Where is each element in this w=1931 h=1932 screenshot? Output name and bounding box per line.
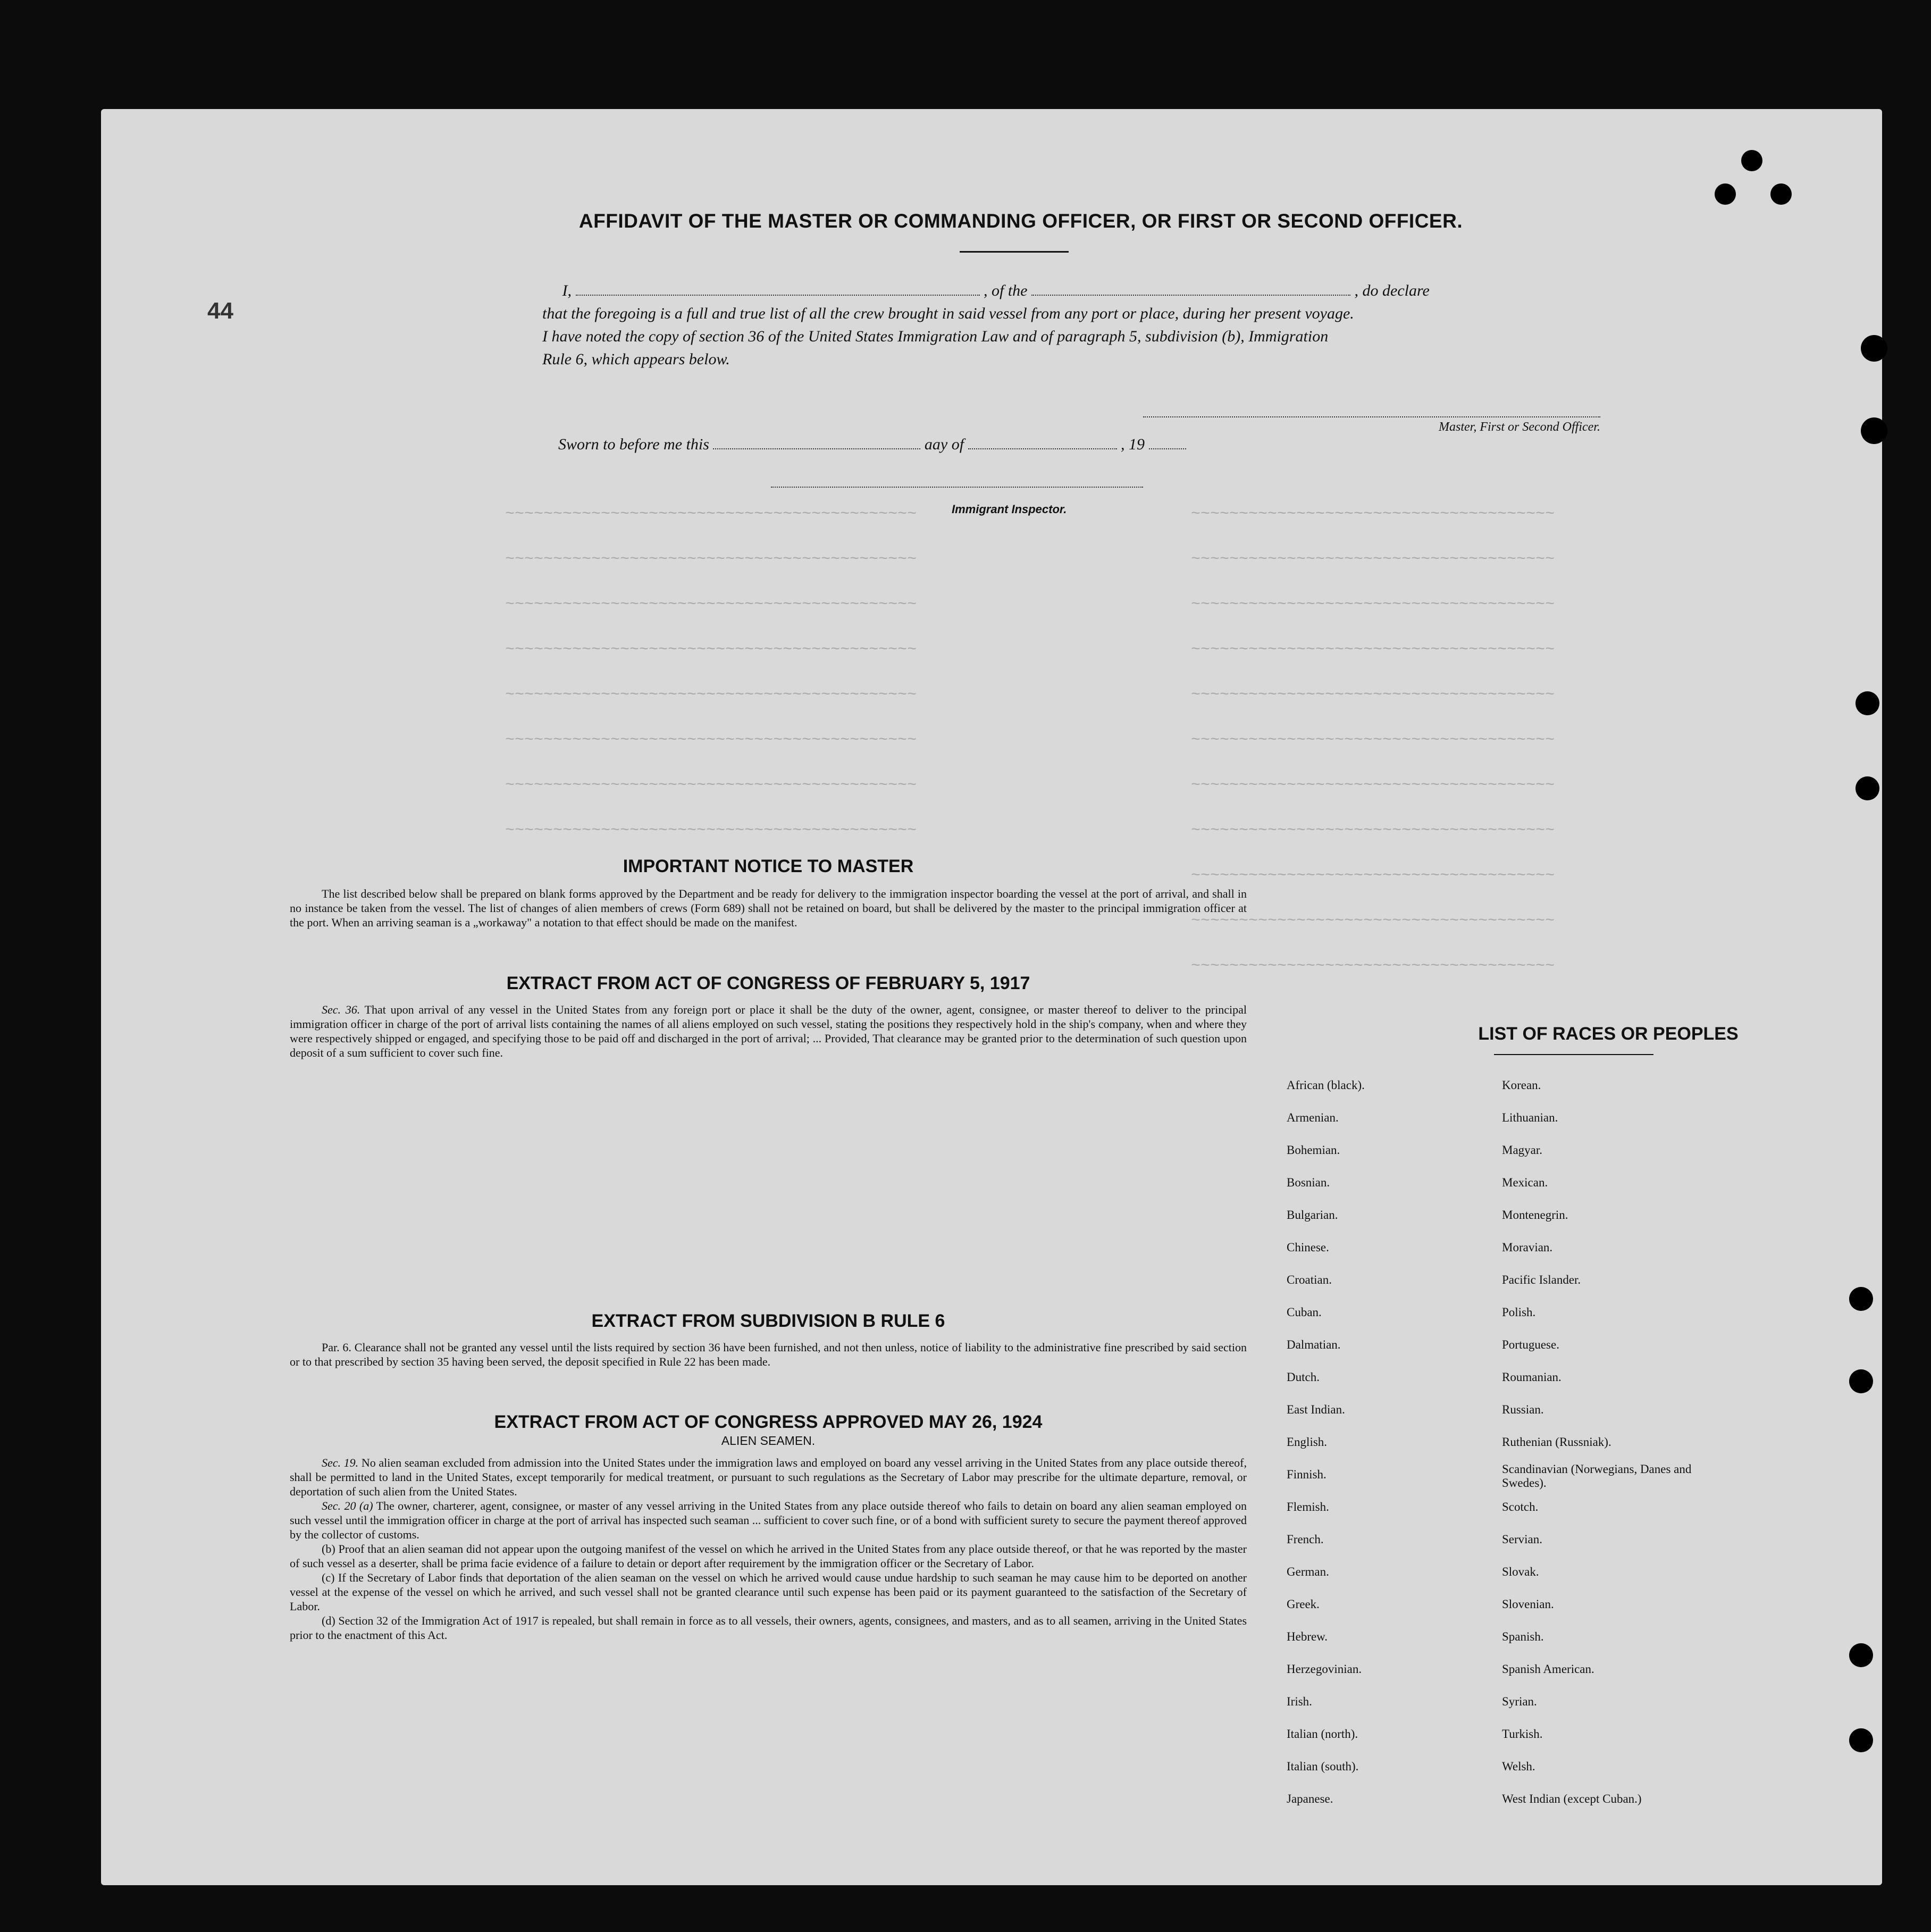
affidavit-title: AFFIDAVIT OF THE MASTER OR COMMANDING OFFICER, OR FIRST OR SECOND OFFICER. xyxy=(578,210,1463,232)
act-1917-block xyxy=(290,973,1247,1060)
race-item: Flemish. xyxy=(1287,1500,1329,1513)
sworn-day-of: aay of xyxy=(924,436,964,453)
notice-text: The list described below shall be prepared on blank forms approved by the Department and be ready for delivery to the immigration inspector boarding the vessel at the port of arrival, and shall in no instance be taken from the vessel. The list of changes of alien members of crews (Form 689) shall not be retained on board, but shall be delivered by the master to the principal immigration officer at the port. When an arriving seaman is a „workaway" a notation to that effect should be made on the manifest. xyxy=(290,887,1247,929)
affidavit-line-2: that the foregoing is a full and true list of all the crew brought in said vessel from any port or place, during her present voyage. xyxy=(542,305,1354,322)
race-item: Chinese. xyxy=(1287,1241,1329,1254)
race-item: Moravian. xyxy=(1502,1241,1553,1254)
bleed-row: ~~~~~~~~~~~~~~~~~~~~~~~~~~~~~~~~~~~~~~ xyxy=(1191,550,1555,568)
race-item: Turkish. xyxy=(1502,1727,1543,1741)
bleed-row: ~~~~~~~~~~~~~~~~~~~~~~~~~~~~~~~~~~~~~~ xyxy=(1191,867,1555,885)
bleed-row: ~~~~~~~~~~~~~~~~~~~~~~~~~~~~~~~~~~~~~~ xyxy=(1191,957,1555,975)
race-item: Armenian. xyxy=(1287,1111,1339,1124)
race-item: Mexican. xyxy=(1502,1176,1548,1189)
inspector-signature-field[interactable] xyxy=(771,487,1143,488)
race-item: Portuguese. xyxy=(1502,1338,1559,1351)
race-item: Slovak. xyxy=(1502,1565,1539,1578)
punch-hole xyxy=(1715,183,1736,205)
bleed-row: ~~~~~~~~~~~~~~~~~~~~~~~~~~~~~~~~~~~~~~ xyxy=(1191,731,1555,749)
race-item: Finnish. xyxy=(1287,1468,1326,1481)
sworn-line xyxy=(558,433,1186,454)
race-item: Scandinavian (Norwegians, Danes and Swedes). xyxy=(1502,1462,1692,1490)
vessel-field[interactable] xyxy=(1031,280,1350,296)
rule-6-block xyxy=(290,1311,1247,1369)
race-item: French. xyxy=(1287,1533,1324,1546)
race-item: East Indian. xyxy=(1287,1403,1345,1416)
race-item: West Indian (except Cuban.) xyxy=(1502,1792,1642,1805)
name-field[interactable] xyxy=(576,280,980,296)
race-item: Ruthenian (Russniak). xyxy=(1502,1435,1611,1449)
affidavit-declaration-line xyxy=(542,279,1600,302)
act-1917-sec: Sec. 36. xyxy=(322,1003,360,1016)
race-item: Irish. xyxy=(1287,1695,1312,1708)
act-1917-text xyxy=(290,1002,1247,1060)
master-signature-field[interactable] xyxy=(1143,416,1600,417)
race-item: Lithuanian. xyxy=(1502,1111,1558,1124)
act-1924-sec19 xyxy=(290,1456,1247,1499)
act-1924-sec20d: (d) Section 32 of the Immigration Act of 1917 is repealed, but shall remain in force as to all vessels, their owners, agents, consignees, and masters, and as to all seamen, arriving in the United States prior to the enactment of this Act. xyxy=(290,1614,1247,1642)
race-item: Magyar. xyxy=(1502,1143,1543,1157)
notice-block xyxy=(290,856,1247,930)
sworn-day-field[interactable] xyxy=(713,433,920,449)
act-1924-sec20-label: Sec. 20 (a) xyxy=(322,1499,373,1512)
sworn-year-field[interactable] xyxy=(1149,433,1186,449)
punch-hole xyxy=(1861,335,1887,362)
race-item: Italian (north). xyxy=(1287,1727,1358,1741)
race-item: Syrian. xyxy=(1502,1695,1537,1708)
act-1924-sec20c: (c) If the Secretary of Labor finds that deportation of the alien seaman on the vessel on which he arrived would cause undue hardship to such seaman he may cause him to be deported on another vessel at the expense of the vessel on which he arrived, and such vessel shall not be granted clearance until such expense has been paid or its payment guaranteed to the satisfaction of the Secretary of Labor. xyxy=(290,1571,1247,1613)
race-item: Korean. xyxy=(1502,1078,1541,1092)
act-1924-subtitle: ALIEN SEAMEN. xyxy=(721,1434,816,1448)
race-item: Spanish. xyxy=(1502,1630,1544,1643)
act-1924-block xyxy=(290,1412,1247,1642)
race-item: Scotch. xyxy=(1502,1500,1539,1513)
bleed-row: ~~~~~~~~~~~~~~~~~~~~~~~~~~~~~~~~~~~~~~ xyxy=(1191,596,1555,614)
affidavit-line-3: I have noted the copy of section 36 of the United States Immigration Law and of paragraph 5, subdivision (b), Immigration xyxy=(542,328,1329,345)
bleed-row: ~~~~~~~~~~~~~~~~~~~~~~~~~~~~~~~~~~~~~~~~~~~ xyxy=(505,641,917,659)
act-1924-title: EXTRACT FROM ACT OF CONGRESS APPROVED MAY 26, 1924 xyxy=(494,1412,1043,1432)
race-item: Pacific Islander. xyxy=(1502,1273,1581,1286)
races-right-column xyxy=(1502,1069,1725,1815)
notice-title: IMPORTANT NOTICE TO MASTER xyxy=(623,856,914,876)
race-item: Cuban. xyxy=(1287,1306,1322,1319)
master-signature-label: Master, First or Second Officer. xyxy=(1439,420,1600,434)
act-1924-sec20b: (b) Proof that an alien seaman did not appear upon the outgoing manifest of the vessel on which he arrived in the United States from any place outside thereof, or that he was reported by the master of such vessel as a deserter, shall be prima facie evidence of a failure to detain or deport after requirement by the immigration officer or the Secretary of Labor. xyxy=(290,1542,1247,1570)
race-item: Polish. xyxy=(1502,1306,1536,1319)
punch-hole xyxy=(1861,417,1887,444)
race-item: Bohemian. xyxy=(1287,1143,1340,1157)
races-title-rule xyxy=(1494,1054,1653,1055)
bleed-row: ~~~~~~~~~~~~~~~~~~~~~~~~~~~~~~~~~~~~~~ xyxy=(1191,686,1555,704)
act-1924-sec19-label: Sec. 19. xyxy=(322,1456,359,1469)
race-item: Russian. xyxy=(1502,1403,1544,1416)
bleed-row: ~~~~~~~~~~~~~~~~~~~~~~~~~~~~~~~~~~~~~~ xyxy=(1191,912,1555,930)
bleed-row: ~~~~~~~~~~~~~~~~~~~~~~~~~~~~~~~~~~~~~~~~~~~ xyxy=(505,731,917,749)
inspector-label: Immigrant Inspector. xyxy=(952,503,1067,516)
affidavit-of-the: , of the xyxy=(984,282,1028,299)
punch-hole xyxy=(1856,691,1879,715)
affidavit-i: I, xyxy=(562,282,572,299)
race-item: Bosnian. xyxy=(1287,1176,1330,1189)
punch-hole xyxy=(1856,776,1879,800)
race-item: Bulgarian. xyxy=(1287,1208,1338,1222)
sworn-year-prefix: , 19 xyxy=(1121,436,1145,453)
bleed-row: ~~~~~~~~~~~~~~~~~~~~~~~~~~~~~~~~~~~~~~~~~~~ xyxy=(505,776,917,794)
race-item: Montenegrin. xyxy=(1502,1208,1568,1222)
race-item: Dutch. xyxy=(1287,1370,1320,1384)
manifest-sheet xyxy=(101,109,1882,1885)
sworn-month-field[interactable] xyxy=(968,433,1117,449)
race-item: Roumanian. xyxy=(1502,1370,1561,1384)
races-title: LIST OF RACES OR PEOPLES xyxy=(1478,1024,1739,1044)
affidavit-line-4: Rule 6, which appears below. xyxy=(542,350,730,368)
race-item: Hebrew. xyxy=(1287,1630,1328,1643)
rule-6-title: EXTRACT FROM SUBDIVISION B RULE 6 xyxy=(591,1311,945,1331)
affidavit-declare: , do declare xyxy=(1354,282,1430,299)
bleed-row: ~~~~~~~~~~~~~~~~~~~~~~~~~~~~~~~~~~~~~~~~~~~ xyxy=(505,505,917,523)
bleed-row: ~~~~~~~~~~~~~~~~~~~~~~~~~~~~~~~~~~~~~~ xyxy=(1191,505,1555,523)
page-mark: 44 xyxy=(207,298,233,324)
race-item: German. xyxy=(1287,1565,1329,1578)
act-1924-sec20a-body: The owner, charterer, agent, consignee, or master of any vessel arriving in the United States from any place outside thereof who fails to detain on board any alien seaman employed on such vessel until the immigration officer in charge at the port of arrival has inspected such seaman ... sufficient to cover such fine, or of a bond with sufficient surety to secure the payment thereof approved by the collector of customs. xyxy=(290,1499,1247,1541)
race-item: Welsh. xyxy=(1502,1760,1535,1773)
act-1924-sec19-body: No alien seaman excluded from admission into the United States under the immigration laws and employed on board any vessel arriving in the United States from any place outside thereof, shall be permitted to land in the United States, except temporarily for medical treatment, or pursuant to such regulations as the Secretary of Labor may prescribe for the ultimate departure, removal, or deportation of such alien from the United States. xyxy=(290,1456,1247,1498)
race-item: Servian. xyxy=(1502,1533,1543,1546)
bleed-row: ~~~~~~~~~~~~~~~~~~~~~~~~~~~~~~~~~~~~~~ xyxy=(1191,641,1555,659)
sworn-label: Sworn to before me this xyxy=(558,436,709,453)
act-1917-body: That upon arrival of any vessel in the United States from any foreign port or place it shall be the duty of the owner, agent, consignee, or master thereof to deliver to the principal immigration officer in charge of the port of arrival lists containing the names of all aliens employed on such vessel, stating the positions they respectively hold in the ship's company, when and where they were respectively shipped or engaged, and specifying those to be paid off and discharged in the port of arrival; ... Provided, That clearance may be granted prior to the determination of such question upon deposit of a sum sufficient to cover such fine. xyxy=(290,1003,1247,1059)
race-item: Dalmatian. xyxy=(1287,1338,1341,1351)
race-item: Croatian. xyxy=(1287,1273,1332,1286)
punch-hole xyxy=(1849,1287,1873,1311)
race-item: English. xyxy=(1287,1435,1328,1449)
bleed-row: ~~~~~~~~~~~~~~~~~~~~~~~~~~~~~~~~~~~~~~~~~~~ xyxy=(505,822,917,840)
race-item: Slovenian. xyxy=(1502,1598,1554,1611)
affidavit-body xyxy=(542,279,1600,371)
bleed-row: ~~~~~~~~~~~~~~~~~~~~~~~~~~~~~~~~~~~~~~~~~~~ xyxy=(505,550,917,568)
punch-hole xyxy=(1741,150,1762,171)
bleed-row: ~~~~~~~~~~~~~~~~~~~~~~~~~~~~~~~~~~~~~~ xyxy=(1191,776,1555,794)
punch-hole xyxy=(1849,1643,1873,1667)
race-item: Greek. xyxy=(1287,1598,1320,1611)
bleed-row: ~~~~~~~~~~~~~~~~~~~~~~~~~~~~~~~~~~~~~~~~~~~ xyxy=(505,686,917,704)
rule-6-text: Par. 6. Clearance shall not be granted any vessel until the lists required by section 36 have been furnished, and not then unless, notice of liability to the administrative fine prescribed by said section or to that prescribed by section 35 having been served, the deposit specified in Rule 22 has been made. xyxy=(290,1341,1247,1368)
race-item: Spanish American. xyxy=(1502,1662,1594,1676)
race-item: Japanese. xyxy=(1287,1792,1333,1805)
punch-hole xyxy=(1849,1369,1873,1393)
bleed-row: ~~~~~~~~~~~~~~~~~~~~~~~~~~~~~~~~~~~~~~ xyxy=(1191,822,1555,840)
race-item: African (black). xyxy=(1287,1078,1365,1092)
bleed-row: ~~~~~~~~~~~~~~~~~~~~~~~~~~~~~~~~~~~~~~~~~~~ xyxy=(505,596,917,614)
race-item: Herzegovinian. xyxy=(1287,1662,1362,1676)
affidavit-title-rule xyxy=(960,251,1069,253)
race-item: Italian (south). xyxy=(1287,1760,1359,1773)
act-1917-title: EXTRACT FROM ACT OF CONGRESS OF FEBRUARY 5, 1917 xyxy=(506,973,1030,993)
punch-hole xyxy=(1849,1728,1873,1752)
punch-hole xyxy=(1770,183,1792,205)
act-1924-sec20a xyxy=(290,1499,1247,1542)
